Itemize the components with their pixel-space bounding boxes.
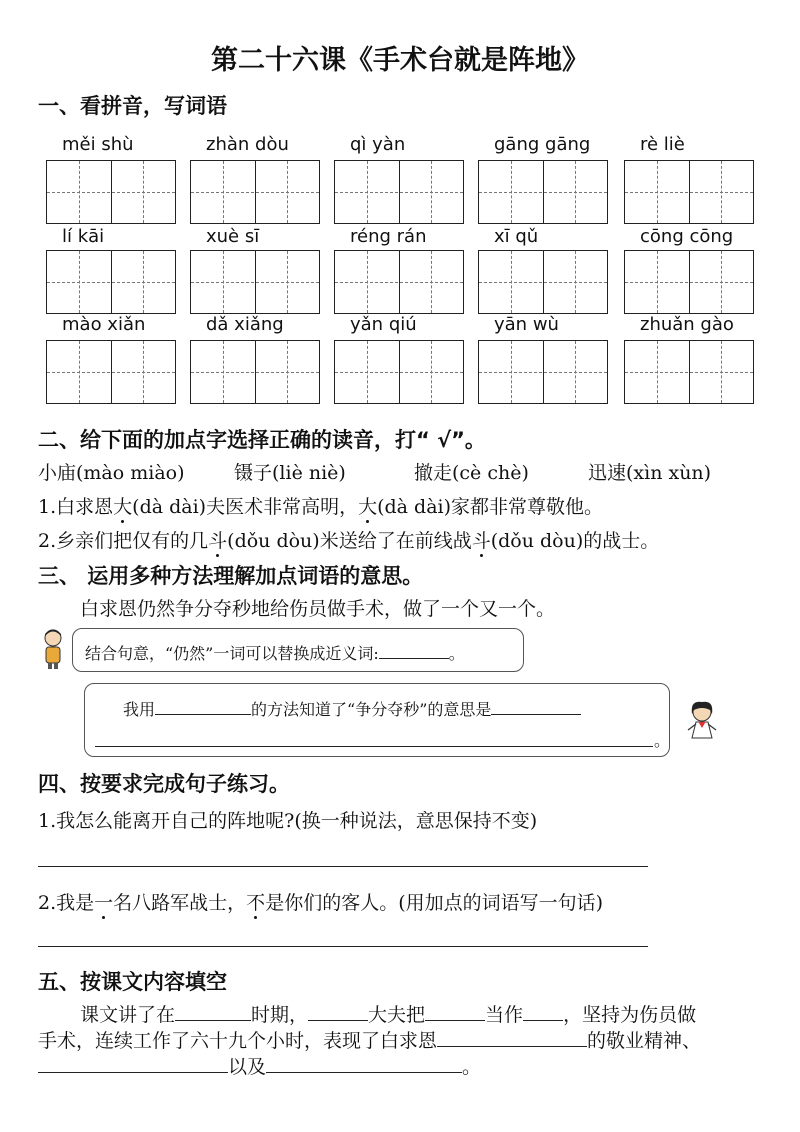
question-line-1: 1.白求恩大(dà dài)夫医术非常高明，大(dà dài)家都非常尊敬他。 xyxy=(38,496,604,518)
writing-grid[interactable] xyxy=(46,160,176,224)
pinyin-label: měi shù xyxy=(62,134,134,155)
section4-heading: 四、按要求完成句子练习。 xyxy=(38,772,290,796)
writing-grid[interactable] xyxy=(190,250,320,314)
writing-grid[interactable] xyxy=(624,340,754,404)
writing-grid[interactable] xyxy=(190,160,320,224)
pinyin-label: rè liè xyxy=(640,134,685,155)
dotted-char: 不 xyxy=(246,892,266,914)
word-option-4[interactable]: 迅速(xìn xùn) xyxy=(588,462,712,484)
pinyin-label: xuè sī xyxy=(206,226,260,247)
section1-heading: 一、看拼音，写词语 xyxy=(38,94,227,118)
pinyin-label: réng rán xyxy=(350,226,427,247)
writing-grid[interactable] xyxy=(46,250,176,314)
page-title: 第二十六课《手术台就是阵地》 xyxy=(211,45,589,76)
pinyin-label: gāng gāng xyxy=(494,134,591,155)
quality-blank-2[interactable] xyxy=(266,1054,462,1073)
pinyin-label: yǎn qiú xyxy=(350,314,417,335)
writing-grid[interactable] xyxy=(624,250,754,314)
as-blank[interactable] xyxy=(523,1002,563,1021)
writing-grid[interactable] xyxy=(478,160,608,224)
writing-grid[interactable] xyxy=(624,160,754,224)
period-blank[interactable] xyxy=(175,1002,251,1021)
question-line-2: 2.乡亲们把仅有的几斗(dǒu dòu)米送给了在前线战斗(dǒu dòu)的战士。 xyxy=(38,530,660,552)
pinyin-label: lí kāi xyxy=(62,226,105,247)
pinyin-label: qì yàn xyxy=(350,134,406,155)
dotted-char: 大 xyxy=(113,496,133,518)
method-blank[interactable] xyxy=(155,696,251,715)
pinyin-label: yān wù xyxy=(494,314,559,335)
word-option-2[interactable]: 镊子(liè niè) xyxy=(234,462,346,484)
boy-student-icon xyxy=(38,628,68,670)
object-blank[interactable] xyxy=(425,1002,485,1021)
dotted-char: 大 xyxy=(358,496,378,518)
pinyin-label: mào xiǎn xyxy=(62,314,146,335)
writing-grid[interactable] xyxy=(478,340,608,404)
answer-line-4-2[interactable] xyxy=(38,946,648,947)
example-sentence: 白求恩仍然争分夺秒地给伤员做手术，做了一个又一个。 xyxy=(80,598,556,620)
answer-line-4-1[interactable] xyxy=(38,866,648,867)
girl-student-icon xyxy=(684,700,720,746)
pinyin-label: dǎ xiǎng xyxy=(206,314,284,335)
pinyin-label: cōng cōng xyxy=(640,226,734,247)
quality-blank-1[interactable] xyxy=(38,1054,228,1073)
meaning-answer-line[interactable] xyxy=(95,746,653,747)
writing-grid[interactable] xyxy=(334,340,464,404)
section3-heading: 三、 运用多种方法理解加点词语的意思。 xyxy=(38,564,424,588)
fill-line-3: 以及 。 xyxy=(38,1052,481,1079)
word-option-1[interactable]: 小庙(mào miào) xyxy=(38,462,185,484)
question-4-1: 1.我怎么能离开自己的阵地呢?(换一种说法，意思保持不变) xyxy=(38,810,538,832)
section5-heading: 五、按课文内容填空 xyxy=(38,970,227,994)
question-4-2: 2.我是一名八路军战士，不是你们的客人。(用加点的词语写一句话) xyxy=(38,892,604,914)
pinyin-label: zhàn dòu xyxy=(206,134,289,155)
dotted-char: 斗 xyxy=(471,530,491,552)
fill-line-2: 手术，连续工作了六十九个小时，表现了白求恩 的敬业精神、 xyxy=(38,1030,702,1052)
section2-heading: 二、给下面的加点字选择正确的读音，打“ √”。 xyxy=(38,428,486,452)
writing-grid[interactable] xyxy=(190,340,320,404)
writing-grid[interactable] xyxy=(334,250,464,314)
hint-bubble-2: 我用 的方法知道了“争分夺秒”的意思是 。 xyxy=(84,683,670,757)
writing-grid[interactable] xyxy=(478,250,608,314)
doctor-blank[interactable] xyxy=(308,1002,368,1021)
fill-line-1: 课文讲了在 时期， 大夫把 当作 ，坚持为伤员做 xyxy=(80,1004,697,1026)
writing-grid[interactable] xyxy=(334,160,464,224)
synonym-blank[interactable] xyxy=(379,640,449,659)
dotted-char: 斗 xyxy=(208,530,228,552)
writing-grid[interactable] xyxy=(46,340,176,404)
hint-bubble-1: 结合句意，“仍然”一词可以替换成近义词: 。 xyxy=(72,628,524,672)
pinyin-label: zhuǎn gào xyxy=(640,314,734,335)
spirit-blank[interactable] xyxy=(437,1028,587,1047)
pinyin-label: xī qǔ xyxy=(494,226,539,247)
word-option-3[interactable]: 撤走(cè chè) xyxy=(414,462,529,484)
dotted-char: 一 xyxy=(94,892,114,914)
meaning-blank[interactable] xyxy=(491,696,581,715)
